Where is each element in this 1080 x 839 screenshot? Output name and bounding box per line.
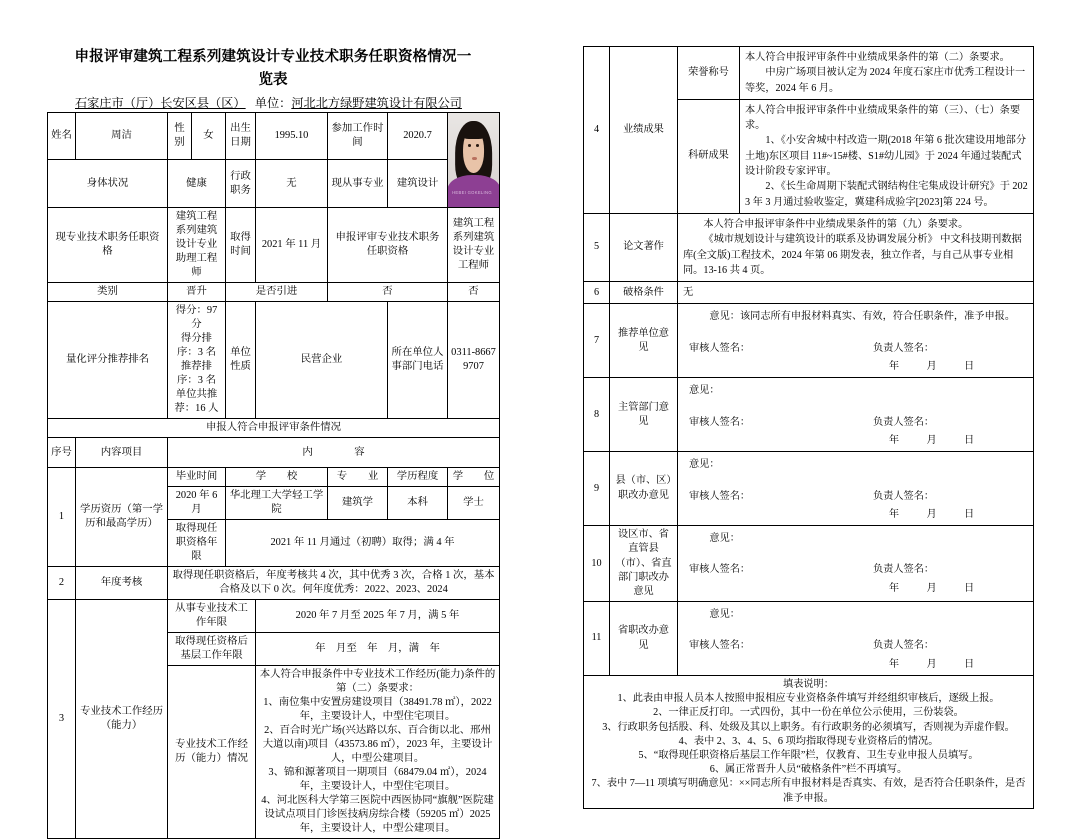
introduced-label: 是否引进 [226,283,328,302]
exception-flag-value: 否 [448,283,500,302]
score-detail [168,302,226,419]
reviewer-signature-label[interactable]: 审核人签名： [689,342,751,354]
left-column [47,46,499,839]
work-start-value: 2020.7 [388,113,448,160]
birth-value: 1995.10 [256,113,328,160]
organization-line [47,94,499,112]
project-item: 4、河北医科大学第三医院中西医协同“旗舰”医院建设试点项目门诊医技病房综合楼（59205 ㎡）2025 年，主要设计人，中型公建项目。 [261,795,494,834]
day-label: 日 [964,658,976,670]
year-label: 年 [888,508,901,520]
papers-content [678,213,1034,281]
table-row [584,378,1034,452]
row-label-exception: 破格条件 [610,282,678,304]
year-label: 年 [888,658,901,670]
table-row [48,113,500,160]
applicant-info-table [47,112,500,839]
research-intro: 本人符合申报评审条件中业绩成果条件的第（三）、（七）条要求。 [745,104,1021,132]
org-unit-label: 单位： [254,96,292,110]
score-line-4: 单位共推荐：16 人 [174,389,219,414]
opinion-block-11 [678,602,1034,676]
school-value: 华北理工大学轻工学院 [226,487,328,520]
honor-intro: 本人符合申报评审条件中业绩成果条件的第（二）条要求。 [745,52,1010,63]
col-header-seq: 序号 [48,438,76,468]
row-no-work: 3 [48,600,76,839]
papers-intro: 本人符合申报评审条件中业绩成果条件的第（九）条要求。 [703,218,969,230]
row-label-achievements: 业绩成果 [610,47,678,214]
reviewer-signature-label[interactable]: 审核人签名： [689,564,751,576]
signature-row [683,638,1028,653]
row-label-work: 专业技术工作经历（能力） [76,600,168,839]
table-row [48,468,500,487]
year-label: 年 [888,434,901,446]
apply-qual-value: 建筑工程系列建筑设计专业工程师 [448,208,500,283]
major-value: 建筑学 [328,487,388,520]
table-row [584,282,1034,304]
row-label-opinion-8: 主管部门意见 [610,378,678,452]
score-rank-label-text: 量化评分推荐排名 [65,354,150,365]
day-label: 日 [964,508,976,520]
col-degree: 学 位 [448,468,500,487]
unit-nature-label: 单位性质 [226,302,256,419]
category-label: 类别 [48,283,168,302]
table-row [584,526,1034,602]
note-item: 1、此表由申报人员本人按照申报相应专业资格条件填写并经组织审核后，逐级上报。 [617,693,1000,705]
right-column [583,46,1033,809]
table-row [48,208,500,283]
research-label: 科研成果 [678,99,740,213]
opinion-text-8: 意见： [689,385,720,397]
row-label-opinion-10: 设区市、省直管县（市）、省直部门职改办意见 [610,526,678,602]
form-instructions [584,676,1034,809]
opinion-block-9 [678,452,1034,526]
row-no-opinion-7: 7 [584,304,610,378]
table-row [584,47,1034,100]
conditions-header: 申报人符合申报评审条件情况 [48,419,500,438]
manager-signature-label[interactable]: 负责人签名： [873,640,935,652]
manager-signature-label[interactable]: 负责人签名： [873,342,935,354]
degree-value: 学士 [448,487,500,520]
table-row [48,438,500,468]
research-content [740,99,1034,213]
papers-detail: 《城市规划设计与建筑设计的联系及协调发展分析》 中文科技期刊数据库(全文版)工程技术，2024 年第 06 期发表，独立作者，与自己从事专业相同。13-16 共 4 页。 [683,234,1022,276]
work-detail-label-text: 专业技术工作经历（能力）情况 [175,739,248,764]
table-row [48,419,500,438]
current-major-label: 现从事专业 [328,160,388,208]
row-no-opinion-10: 10 [584,526,610,602]
row-label-opinion-11: 省职改办意 见 [610,602,678,676]
table-row [584,452,1034,526]
col-major: 专 业 [328,468,388,487]
opinion-block-10 [678,526,1034,602]
opinion-text-10: 意见： [709,533,740,545]
org-region: 石家庄市（厅）长安区县（区） [75,96,246,110]
table-row [48,600,500,633]
table-row [48,567,500,600]
row-no-opinion-9: 9 [584,452,610,526]
col-grad-time: 毕业时间 [168,468,226,487]
signature-row [683,489,1028,504]
row-label-annual: 年度考核 [76,567,168,600]
opinion-text-7: 意见：该同志所有申报材料真实、有效，符合任职条件，准予申报。 [709,311,1016,323]
month-label: 月 [926,434,938,446]
health-value: 健康 [168,160,226,208]
table-row [584,676,1034,809]
health-label: 身体状况 [48,160,168,208]
date-row [683,433,1028,448]
date-row [683,657,1028,672]
applicant-photo [448,113,500,208]
honor-label: 荣誉称号 [678,47,740,100]
category-value: 晋升 [168,283,226,302]
date-row [683,581,1028,596]
note-item: 5、“取得现任职资格后基层工作年限”栏，仅教育、卫生专业申报人员填写。 [638,750,979,762]
reviewer-signature-label[interactable]: 审核人签名： [689,416,751,428]
col-degree-level: 学历程度 [388,468,448,487]
table-row [48,283,500,302]
note-item: 7、表中 7—11 项填写明确意见：××同志所有申报材料是否真实、有效，是否符合任职条件，是否准予申报。 [591,778,1026,804]
unit-nature-value: 民营企业 [256,302,388,419]
row-no-achievements: 4 [584,47,610,214]
day-label: 日 [964,582,976,594]
admin-post-label: 行政职务 [226,160,256,208]
opinion-block-8 [678,378,1034,452]
score-rank-label [48,302,168,419]
work-detail-intro: 本人符合申报条件中专业技术工作经历(能力)条件的第（二）条要求： [259,669,496,694]
project-item: 1、南位集中安置房建设项目（38491.78 ㎡），2022 年，主要设计人，中型住宅项目。 [263,697,492,722]
row-no-annual: 2 [48,567,76,600]
reviewer-signature-label[interactable]: 审核人签名： [689,640,751,652]
exception-value: 无 [678,282,1034,304]
day-label: 日 [964,434,976,446]
table-row [48,160,500,208]
col-header-item: 内容项目 [76,438,168,468]
signature-area [683,307,1028,374]
current-qual-label: 现专业技术职务任职资格 [48,208,168,283]
note-item: 3、行政职务包括股、科、处级及其以上职务。有行政职务的必须填写，否则视为弄虚作假。 [602,721,1015,733]
row-no-exception: 6 [584,282,610,304]
month-label: 月 [926,658,938,670]
signature-area [683,381,1028,448]
portrait-image [448,113,499,207]
gender-label: 性别 [168,113,192,160]
row-no-opinion-11: 11 [584,602,610,676]
date-row [683,359,1028,374]
evaluation-table [583,46,1034,809]
manager-signature-label[interactable]: 负责人签名： [873,564,935,576]
current-major-value: 建筑设计 [388,160,448,208]
fringe-shape [461,124,487,139]
month-label: 月 [926,508,938,520]
signature-row [683,341,1028,356]
table-row [48,302,500,419]
degree-level-value: 本科 [388,487,448,520]
annual-review-content: 取得现任职资格后，年度考核共 4 次，其中优秀 3 次，合格 1 次，基本合格及以下 0 次。何年度优秀：2022、2023、2024 [168,567,500,600]
apply-qual-label: 申报评审专业技术职务任职资格 [328,208,448,283]
qual-years-label: 取得现任职资格年限 [168,520,226,567]
obtain-time-value: 2021 年 11 月 [256,208,328,283]
signature-row [683,562,1028,577]
tech-years-value: 2020 年 7 月至 2025 年 7 月，满 5 年 [256,600,500,633]
honor-content [740,47,1034,100]
grassroots-years-value: 年 月至 年 月，满 年 [256,633,500,666]
name-value: 周洁 [76,113,168,160]
note-item: 2、一律正反打印。一式四份，其中一份在单位公示使用，三份装袋。 [653,707,964,719]
score-line-3: 推荐排序：3 名 [177,361,216,386]
introduced-value: 否 [328,283,448,302]
signature-area [683,605,1028,672]
signature-row [683,415,1028,430]
page-title-line2: 览表 [258,72,288,88]
month-label: 月 [926,582,938,594]
grassroots-years-label: 取得现任资格后基层工作年限 [168,633,256,666]
mouth-shape [472,157,477,160]
current-qual-value: 建筑工程系列建筑设计专业助理工程师 [168,208,226,283]
opinion-text-9: 意见： [689,459,720,471]
work-detail-label [168,666,256,839]
name-label: 姓名 [48,113,76,160]
year-label: 年 [888,582,901,594]
hr-phone-value: 0311-86679707 [448,302,500,419]
table-row [584,602,1034,676]
row-no-opinion-8: 8 [584,378,610,452]
row-label-education: 学历资历（第一学历和最高学历） [76,468,168,567]
qual-years-value: 2021 年 11 月通过（初聘）取得；满 4 年 [226,520,500,567]
score-line-2: 得分排序：3 名 [177,333,216,358]
hr-phone-label: 所在单位人事部门电话 [388,302,448,419]
row-label-papers: 论文著作 [610,213,678,281]
admin-post-value: 无 [256,160,328,208]
project-item: 3、锦和源著项目一期项目（68479.04 ㎡），2024 年，主要设计人，中型住宅项目。 [268,767,487,792]
honor-detail: 中房广场项目被认定为 2024 年度石家庄市优秀工程设计一等奖，2024 年 6 月。 [745,67,1026,94]
obtain-time-label: 取得时间 [226,208,256,283]
note-item: 6、属正常晋升人员“破格条件”栏不再填写。 [709,764,908,776]
date-row [683,507,1028,522]
col-header-content: 内 容 [168,438,500,468]
manager-signature-label[interactable]: 负责人签名： [873,416,935,428]
tech-years-label: 从事专业技术工作年限 [168,600,256,633]
work-detail-content [256,666,500,839]
table-row [584,213,1034,281]
opinion-block-7 [678,304,1034,378]
research-item-2: 2、《长生命周期下装配式钢结构住宅集成设计研究》于 2023 年 3 月通过验收鉴定，冀建科成验字[2023]第 224 号。 [745,181,1028,208]
note-item: 4、表中 2、3、4、5、6 项均指取得现专业资格后的情况。 [678,735,939,747]
row-label-opinion-9: 县（市、区）职改办意见 [610,452,678,526]
gender-value: 女 [192,113,226,160]
opinion-text-11: 意见： [709,609,740,621]
day-label: 日 [964,361,976,373]
col-school: 学 校 [226,468,328,487]
research-item-1: 1、《小安舍城中村改造一期(2018 年第 6 批次建设用地部分土地)东区项目 11#~15#楼、S1#幼儿园》于 2024 年通过装配式设计阶段专家评审。 [745,135,1027,178]
reviewer-signature-label[interactable]: 审核人签名： [689,490,751,502]
org-unit-value: 河北北方绿野建筑设计有限公司 [291,96,462,110]
year-label: 年 [888,361,901,373]
grad-time-value: 2020 年 6 月 [168,487,226,520]
work-start-label: 参加工作时间 [328,113,388,160]
row-no-papers: 5 [584,213,610,281]
project-item: 2、百合时光广场(兴达路以东、百合街以北、邢州大道以南)项目（43573.86 ㎡），2023 年，主要设计人，中型公建项目。 [262,725,493,764]
month-label: 月 [926,361,938,373]
photo-badge-text: HEBEI GOKELING [452,190,492,196]
score-line-1: 得分：97 分 [175,305,218,330]
row-no-education: 1 [48,468,76,567]
notes-title: 填表说明： [783,679,834,691]
page-title: 申报评审建筑工程系列建筑设计专业技术职务任职资格情况一 [74,49,472,65]
signature-area [683,455,1028,522]
birth-label: 出生日期 [226,113,256,160]
signature-area [683,529,1028,596]
table-row [584,304,1034,378]
manager-signature-label[interactable]: 负责人签名： [873,490,935,502]
row-label-opinion-7: 推荐单位意见 [610,304,678,378]
